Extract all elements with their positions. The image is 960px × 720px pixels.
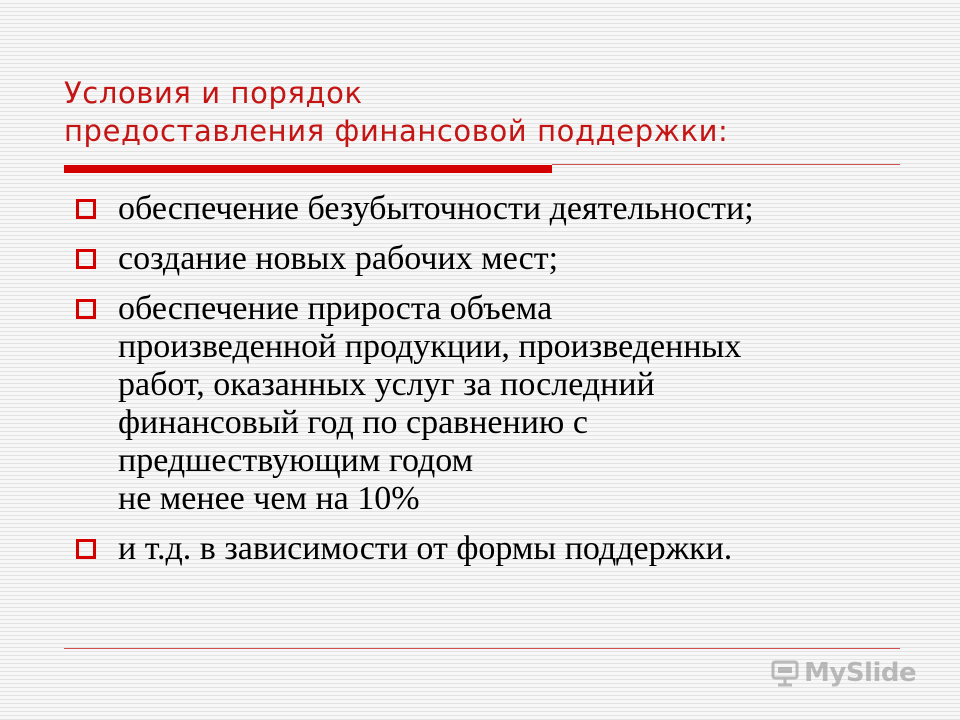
bullet-item (72, 290, 902, 518)
watermark-text: MySlide (804, 658, 917, 688)
footer-divider (64, 648, 900, 649)
slide-title (64, 74, 904, 150)
bullet-text: и т.д. в зависимости от формы поддержки. (118, 530, 733, 567)
watermark-logo (770, 655, 916, 691)
bullet-text: обеспечение прироста объема произведенной продукции, произведенных работ, оказанных услуг за последний финансовый год по сравнению с предшествующим годом не менее чем на 10% (118, 290, 742, 517)
title-underline-thick (64, 165, 552, 173)
bullet-text: создание новых рабочих мест; (118, 240, 559, 277)
bullet-text: обеспечение безубыточности деятельности; (118, 190, 754, 227)
hollow-square-bullet-icon (76, 299, 96, 319)
bullet-item (72, 240, 902, 278)
hollow-square-bullet-icon (76, 539, 96, 559)
slide-title-line-2: предоставления финансовой поддержки: (64, 114, 729, 148)
hollow-square-bullet-icon (76, 199, 96, 219)
bullet-item (72, 190, 902, 228)
presentation-board-icon (770, 658, 800, 688)
bullet-list (72, 190, 902, 580)
slide-title-line-1: Условия и порядок (64, 76, 363, 110)
bullet-item (72, 530, 902, 568)
title-underline-thin (552, 164, 900, 165)
hollow-square-bullet-icon (76, 249, 96, 269)
